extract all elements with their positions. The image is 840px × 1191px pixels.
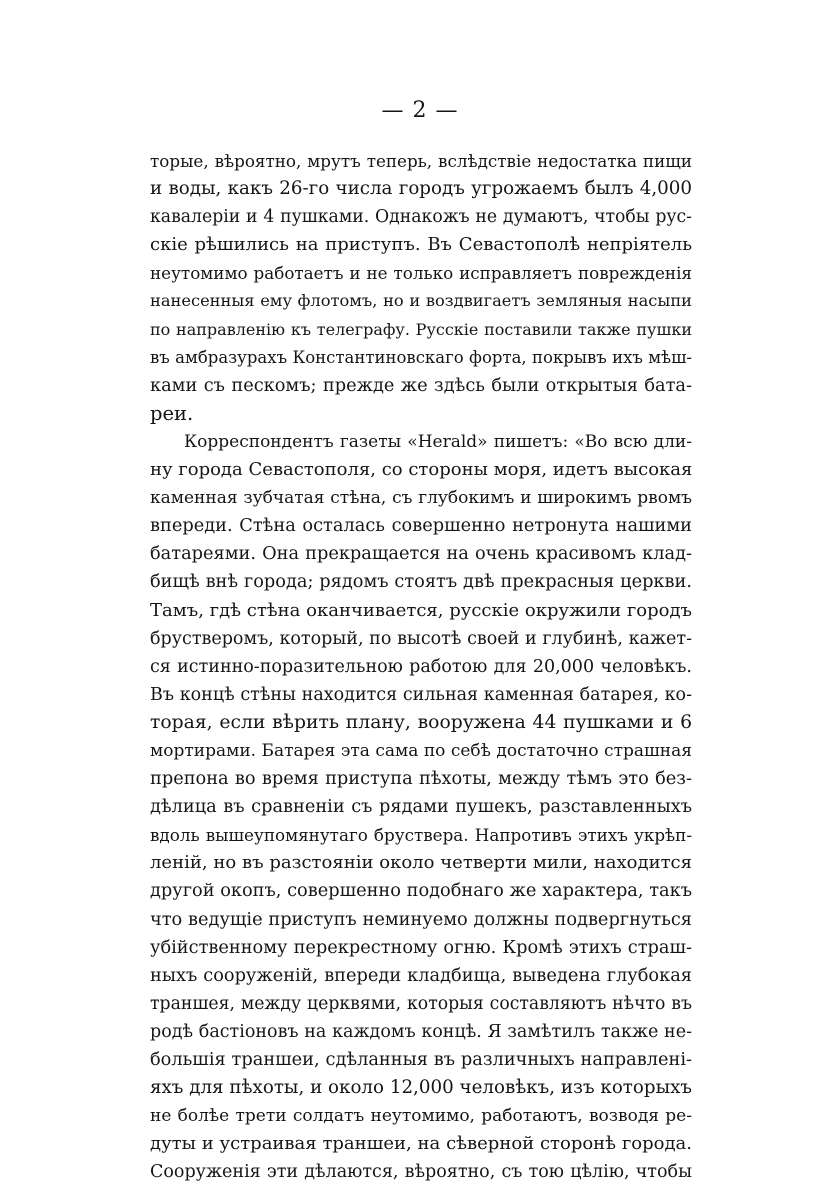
text-line: и воды, какъ 26-го числа городъ угрожаемъ былъ 4,000 (150, 178, 692, 200)
text-line: неутомимо работаетъ и не только исправляетъ поврежденія (150, 263, 692, 284)
text-line: торые, вѣроятно, мрутъ теперь, вслѣдствіе недостатка пищи (150, 151, 692, 171)
text-line: леній, но въ разстояніи около четверти мили, находится (150, 852, 692, 874)
text-line: Сооруженія эти дѣлаются, вѣроятно, съ тою цѣлію, чтобы (150, 1162, 692, 1183)
text-line: ками съ пескомъ; прежде же здѣсь были открытыя бата- (150, 375, 692, 396)
text-line: родѣ бастіоновъ на каждомъ концѣ. Я замѣтилъ также не- (150, 1021, 692, 1042)
paragraph-first-line: Корреспондентъ газеты «Herald» пишетъ: «Во всю дли- (184, 431, 692, 452)
text-line: вдоль вышеупомянутаго бруствера. Напротивъ этихъ укрѣп- (150, 825, 692, 846)
text-line: нанесенныя ему флотомъ, но и воздвигаетъ земляныя насыпи (150, 291, 692, 311)
text-line: большія траншеи, сдѣланныя въ различныхъ направлені- (150, 1050, 692, 1070)
text-line: ныхъ сооруженій, впереди кладбища, выведена глубокая (150, 965, 692, 986)
text-line: дуты и устраивая траншеи, на сѣверной сторонѣ города. (150, 1133, 692, 1155)
text-line: въ амбразурахъ Константиновскаго форта, покрывъ ихъ мѣш- (150, 347, 692, 367)
page-number: — 2 — (381, 98, 459, 123)
text-line: каменная зубчатая стѣна, съ глубокимъ и широкимъ рвомъ (150, 488, 692, 509)
text-line: яхъ для пѣхоты, и около 12,000 человѣкъ, изъ которыхъ (150, 1077, 692, 1099)
text-line: препона во время приступа пѣхоты, между тѣмъ это без- (150, 769, 692, 790)
text-line: бищѣ внѣ города; рядомъ стоятъ двѣ прекрасныя церкви. (150, 572, 692, 593)
text-line: скіе рѣшились на приступъ. Въ Севастополѣ непріятель (150, 234, 692, 256)
text-line: что ведущіе приступъ неминуемо должны подвергнуться (150, 909, 692, 930)
text-line: кавалеріи и 4 пушками. Однакожъ не думаютъ, чтобы рус- (150, 207, 692, 228)
text-line: торая, если вѣрить плану, вооружена 44 пушками и 6 (150, 711, 692, 733)
text-line: мортирами. Батарея эта сама по себѣ достаточно страшная (150, 740, 692, 761)
text-line: брустверомъ, который, по высотѣ своей и глубинѣ, кажет- (150, 628, 692, 649)
text-line: ся истинно-поразительною работою для 20,000 человѣкъ. (150, 656, 692, 677)
text-line: по направленію къ телеграфу. Русскіе поставили также пушки (150, 319, 692, 339)
text-line: ну города Севастополя, со стороны моря, идетъ высокая (150, 459, 693, 481)
text-line: Въ концѣ стѣны находится сильная каменная батарея, ко- (150, 684, 692, 705)
text-line: не болѣе трети солдатъ неутомимо, работаютъ, возводя ре- (150, 1106, 692, 1127)
text-line: впереди. Стѣна осталась совершенно нетронута нашими (150, 516, 692, 537)
text-line: Тамъ, гдѣ стѣна оканчивается, русскіе окружили городъ (150, 599, 692, 621)
text-line: батареями. Она прекращается на очень красивомъ клад- (150, 544, 692, 565)
text-line: дѣлица въ сравненіи съ рядами пушекъ, разставленныхъ (150, 797, 692, 818)
text-line: реи. (150, 401, 194, 425)
body-text (150, 147, 692, 1186)
text-line: убійственному перекрестному огню. Кромѣ этихъ страш- (150, 937, 692, 958)
text-line: другой окопъ, совершенно подобнаго же характера, такъ (150, 881, 692, 902)
text-line: траншея, между церквями, которыя составляютъ нѣчто въ (150, 993, 692, 1014)
